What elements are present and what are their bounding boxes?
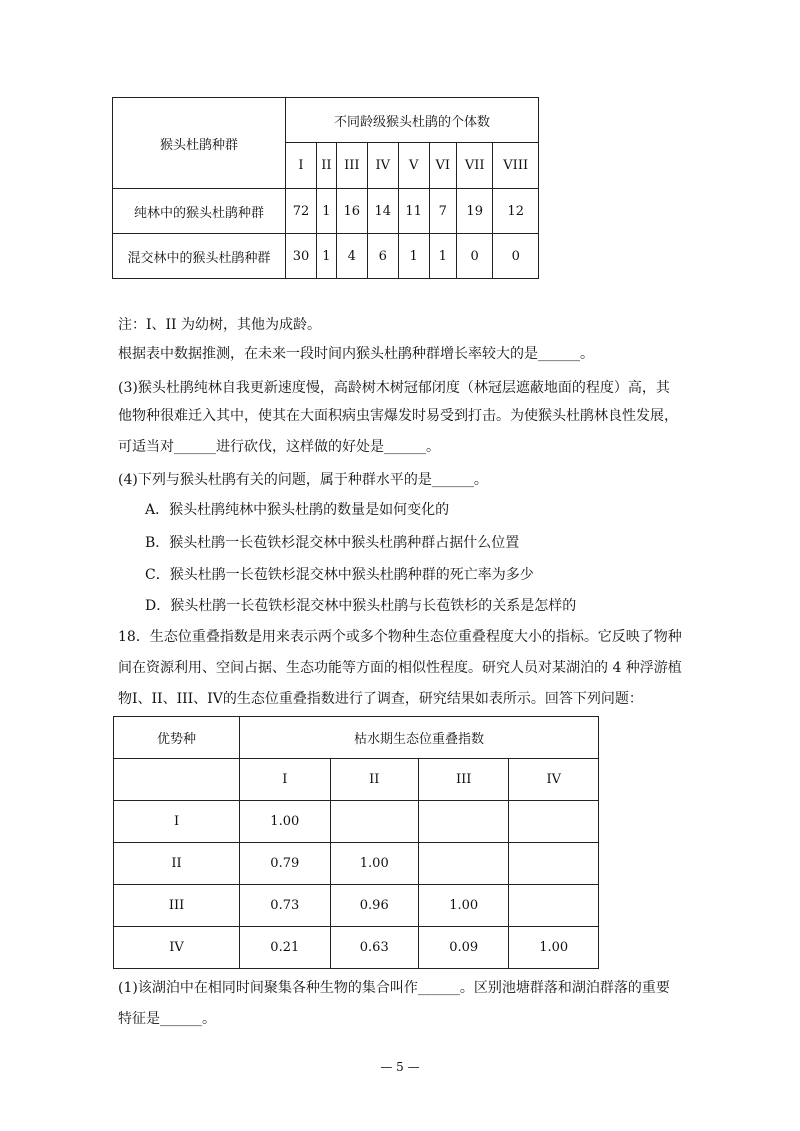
row-label: III: [114, 885, 240, 927]
page-number: — 5 —: [380, 1060, 420, 1074]
question-3-line-1: (3)猴头杜鹃纯林自我更新速度慢，高龄树木树冠郁闭度（林冠层遮蔽地面的程度）高，其: [118, 380, 670, 396]
table-cell: 1: [316, 234, 336, 279]
table-cell: 1: [398, 234, 429, 279]
table-cell: 0.21: [240, 927, 330, 969]
table-cell: 4: [336, 234, 367, 279]
row-label: 混交林中的猴头杜鹃种群: [113, 234, 286, 279]
age-class-table: [112, 97, 539, 279]
table-cell: 0.79: [240, 843, 330, 885]
table-cell: 16: [336, 189, 367, 234]
table-row: [114, 843, 599, 885]
option-b: B．猴头杜鹃一长苞铁杉混交林中猴头杜鹃种群占据什么位置: [145, 535, 520, 551]
question-2: 根据表中数据推测，在未来一段时间内猴头杜鹃种群增长率较大的是______。: [118, 346, 594, 362]
table-row: [114, 927, 599, 969]
question-4: (4)下列与猴头杜鹃有关的问题，属于种群水平的是______。: [118, 472, 488, 488]
table-cell: 7: [429, 189, 456, 234]
table1-corner: 猴头杜鹃种群: [113, 98, 286, 189]
table2-empty-cell: [114, 759, 240, 801]
table-row: [113, 189, 539, 234]
table-cell: 1: [316, 189, 336, 234]
table-cell: 6: [367, 234, 398, 279]
note-text: 注：I、II 为幼树，其他为成龄。: [118, 317, 322, 333]
question-18-line-3: 物I、II、III、IV的生态位重叠指数进行了调查，研究结果如表所示。回答下列问题：: [118, 691, 643, 707]
age-class-header: V: [398, 143, 429, 189]
table-row: [114, 885, 599, 927]
age-class-header: I: [286, 143, 317, 189]
table-cell: 0: [456, 234, 492, 279]
row-label: 纯林中的猴头杜鹃种群: [113, 189, 286, 234]
table-cell: 14: [367, 189, 398, 234]
table-cell: 1.00: [509, 927, 599, 969]
table-cell: 1: [429, 234, 456, 279]
table-cell: [509, 843, 599, 885]
question-18-line-1: 18．生态位重叠指数是用来表示两个或多个物种生态位重叠程度大小的指标。它反映了物种: [118, 629, 682, 645]
table-cell: 11: [398, 189, 429, 234]
age-class-header: VIII: [493, 143, 539, 189]
column-header: I: [240, 759, 330, 801]
column-header: III: [419, 759, 509, 801]
table-cell: 0.09: [419, 927, 509, 969]
table-cell: 0.73: [240, 885, 330, 927]
table-row: [114, 801, 599, 843]
option-a: A．猴头杜鹃纯林中猴头杜鹃的数量是如何变化的: [145, 502, 450, 518]
table-cell: [330, 801, 418, 843]
niche-overlap-table: [113, 716, 599, 969]
option-d: D．猴头杜鹃一长苞铁杉混交林中猴头杜鹃与长苞铁杉的关系是怎样的: [145, 598, 577, 614]
table-cell: 0: [493, 234, 539, 279]
row-label: II: [114, 843, 240, 885]
table-cell: 19: [456, 189, 492, 234]
table-cell: [509, 801, 599, 843]
table1-header: 不同龄级猴头杜鹃的个体数: [286, 98, 539, 143]
table-cell: 1.00: [419, 885, 509, 927]
column-header: II: [330, 759, 418, 801]
table-cell: 12: [493, 189, 539, 234]
table-cell: 0.63: [330, 927, 418, 969]
table-cell: 72: [286, 189, 317, 234]
table-cell: 1.00: [240, 801, 330, 843]
table2-corner: 优势种: [114, 717, 240, 759]
question-3-line-3: 可适当对______进行砍伐，这样做的好处是______。: [118, 439, 440, 455]
row-label: IV: [114, 927, 240, 969]
table-row: [113, 234, 539, 279]
column-header: IV: [509, 759, 599, 801]
table-cell: [419, 843, 509, 885]
option-c: C．猴头杜鹃一长苞铁杉混交林中猴头杜鹃种群的死亡率为多少: [145, 567, 534, 583]
question-18-line-2: 间在资源利用、空间占据、生态功能等方面的相似性程度。研究人员对某湖泊的 4 种浮游植: [118, 660, 682, 676]
age-class-header: VII: [456, 143, 492, 189]
question-18-1-line-2: 特征是______。: [118, 1011, 216, 1027]
table-cell: 0.96: [330, 885, 418, 927]
age-class-header: II: [316, 143, 336, 189]
table-cell: [509, 885, 599, 927]
question-18-1-line-1: (1)该湖泊中在相同时间聚集各种生物的集合叫作______。区别池塘群落和湖泊群落的重要: [118, 980, 670, 996]
row-label: I: [114, 801, 240, 843]
age-class-header: IV: [367, 143, 398, 189]
table-cell: 30: [286, 234, 317, 279]
age-class-header: III: [336, 143, 367, 189]
question-3-line-2: 他物种很难迁入其中，使其在大面积病虫害爆发时易受到打击。为使猴头杜鹃林良性发展，: [118, 408, 678, 424]
table-cell: 1.00: [330, 843, 418, 885]
table2-header: 枯水期生态位重叠指数: [240, 717, 599, 759]
table-cell: [419, 801, 509, 843]
age-class-header: VI: [429, 143, 456, 189]
